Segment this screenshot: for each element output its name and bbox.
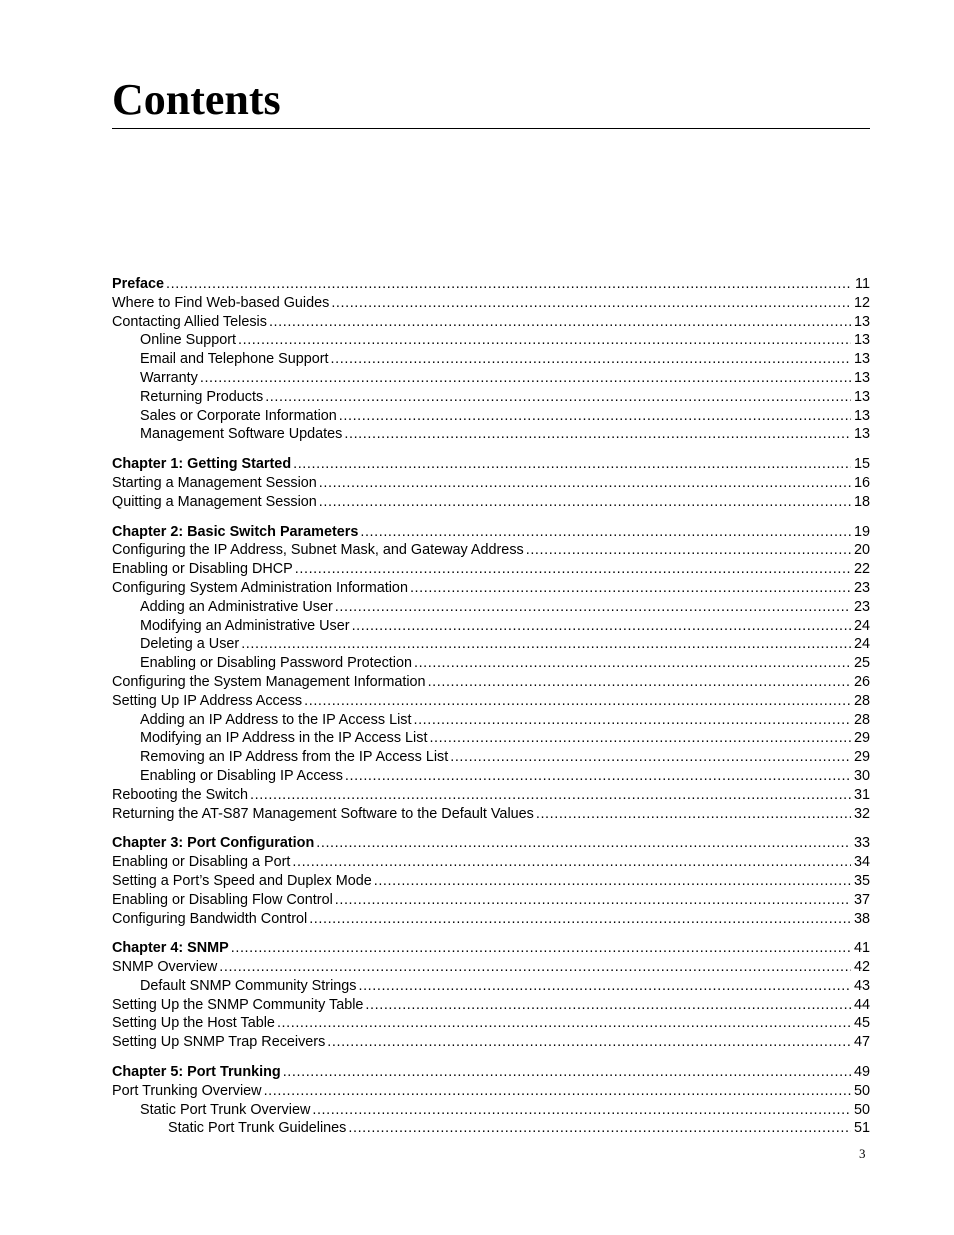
toc-entry-title: Configuring the IP Address, Subnet Mask, and Gateway Address bbox=[112, 542, 524, 559]
toc-entry-title: SNMP Overview bbox=[112, 959, 218, 976]
toc-entry-title: Chapter 4: SNMP bbox=[112, 940, 229, 957]
toc-chapter-entry[interactable] bbox=[112, 455, 870, 474]
toc-entry-page: 11 bbox=[855, 276, 870, 292]
toc-entry-title: Deleting a User bbox=[140, 636, 240, 653]
toc-entry-page: 31 bbox=[853, 786, 870, 803]
toc-dot-leader bbox=[536, 805, 851, 824]
toc-entry[interactable] bbox=[112, 635, 870, 654]
toc-entry-title: Adding an Administrative User bbox=[140, 598, 333, 615]
toc-entry-page: 28 bbox=[853, 711, 870, 728]
toc-entry-page: 15 bbox=[853, 456, 870, 473]
toc-entry-page: 50 bbox=[853, 1101, 870, 1118]
toc-dot-leader bbox=[283, 1063, 851, 1082]
toc-entry[interactable] bbox=[112, 425, 870, 444]
toc-dot-leader bbox=[166, 275, 852, 294]
toc-entry[interactable] bbox=[112, 805, 870, 824]
toc-entry[interactable] bbox=[112, 748, 870, 767]
toc-entry-page: 37 bbox=[853, 891, 870, 908]
toc-entry[interactable] bbox=[112, 1101, 870, 1120]
toc-chapter-entry[interactable] bbox=[112, 834, 870, 853]
toc-entry[interactable] bbox=[112, 1033, 870, 1052]
toc-dot-leader bbox=[265, 388, 851, 407]
toc-entry[interactable] bbox=[112, 872, 870, 891]
toc-entry-page: 29 bbox=[853, 749, 870, 766]
toc-entry[interactable] bbox=[112, 350, 870, 369]
toc-entry-page: 26 bbox=[853, 673, 870, 690]
toc-dot-leader bbox=[331, 350, 851, 369]
toc-entry[interactable] bbox=[112, 786, 870, 805]
toc-chapter-entry[interactable] bbox=[112, 1063, 870, 1082]
toc-entry-page: 20 bbox=[853, 542, 870, 559]
toc-entry-page: 47 bbox=[853, 1034, 870, 1051]
toc-entry-page: 22 bbox=[853, 561, 870, 578]
toc-entry-page: 34 bbox=[853, 854, 870, 871]
toc-dot-leader bbox=[410, 579, 851, 598]
toc-entry-title: Setting Up SNMP Trap Receivers bbox=[112, 1034, 326, 1051]
toc-dot-leader bbox=[269, 313, 851, 332]
toc-dot-leader bbox=[339, 407, 851, 426]
toc-entry-title: Warranty bbox=[140, 369, 198, 386]
toc-entry-page: 49 bbox=[853, 1064, 870, 1081]
page-title: Contents bbox=[112, 75, 281, 124]
toc-entry[interactable] bbox=[112, 1119, 870, 1138]
toc-entry[interactable] bbox=[112, 692, 870, 711]
toc-entry[interactable] bbox=[112, 729, 870, 748]
toc-entry[interactable] bbox=[112, 996, 870, 1015]
toc-dot-leader bbox=[312, 1101, 851, 1120]
toc-entry[interactable] bbox=[112, 853, 870, 872]
toc-dot-leader bbox=[293, 455, 851, 474]
toc-entry-page: 13 bbox=[853, 369, 870, 386]
toc-entry-page: 33 bbox=[853, 835, 870, 852]
toc-entry-title: Enabling or Disabling Flow Control bbox=[112, 891, 333, 908]
toc-entry-page: 24 bbox=[853, 636, 870, 653]
toc-entry-title: Setting Up IP Address Access bbox=[112, 692, 303, 709]
toc-entry-page: 23 bbox=[853, 598, 870, 615]
toc-entry-title: Where to Find Web-based Guides bbox=[112, 294, 330, 311]
toc-entry-page: 29 bbox=[853, 730, 870, 747]
toc-entry-title: Static Port Trunk Overview bbox=[140, 1101, 311, 1118]
toc-entry-page: 45 bbox=[853, 1015, 870, 1032]
toc-dot-leader bbox=[335, 598, 851, 617]
toc-entry[interactable] bbox=[112, 313, 870, 332]
toc-dot-leader bbox=[344, 425, 851, 444]
toc-entry[interactable] bbox=[112, 407, 870, 426]
toc-entry-page: 23 bbox=[853, 579, 870, 596]
toc-entry-page: 13 bbox=[853, 407, 870, 424]
toc-entry-title: Modifying an IP Address in the IP Access List bbox=[140, 730, 428, 747]
toc-dot-leader bbox=[414, 654, 851, 673]
toc-dot-leader bbox=[304, 692, 851, 711]
toc-entry-title: Removing an IP Address from the IP Access List bbox=[140, 749, 449, 766]
toc-entry-title: Configuring System Administration Information bbox=[112, 579, 408, 596]
toc-entry-title: Static Port Trunk Guidelines bbox=[168, 1120, 347, 1137]
toc-entry[interactable] bbox=[112, 294, 870, 313]
toc-entry-page: 12 bbox=[853, 294, 870, 311]
toc-dot-leader bbox=[238, 331, 851, 350]
toc-entry-page: 13 bbox=[853, 426, 870, 443]
toc-entry-page: 41 bbox=[853, 940, 870, 957]
toc-entry-title: Chapter 5: Port Trunking bbox=[112, 1064, 281, 1081]
toc-entry-title: Configuring the System Management Information bbox=[112, 673, 426, 690]
toc-entry-title: Enabling or Disabling Password Protection bbox=[140, 655, 412, 672]
toc-entry-title: Setting Up the Host Table bbox=[112, 1015, 275, 1032]
toc-entry-title: Chapter 1: Getting Started bbox=[112, 456, 292, 473]
toc-entry[interactable] bbox=[112, 891, 870, 910]
toc-entry-page: 38 bbox=[853, 910, 870, 927]
toc-chapter-entry[interactable] bbox=[112, 939, 870, 958]
toc-dot-leader bbox=[335, 891, 851, 910]
toc-entry-title: Rebooting the Switch bbox=[112, 786, 248, 803]
toc-entry-title: Enabling or Disabling DHCP bbox=[112, 561, 293, 578]
toc-dot-leader bbox=[348, 1119, 851, 1138]
toc-entry-title: Setting a Port’s Speed and Duplex Mode bbox=[112, 872, 372, 889]
toc-dot-leader bbox=[413, 711, 851, 730]
toc-entry-page: 13 bbox=[853, 313, 870, 330]
toc-entry-title: Returning Products bbox=[140, 388, 264, 405]
toc-dot-leader bbox=[345, 767, 851, 786]
toc-entry[interactable] bbox=[112, 617, 870, 636]
toc-dot-leader bbox=[331, 294, 851, 313]
toc-entry-page: 32 bbox=[853, 805, 870, 822]
toc-entry-title: Default SNMP Community Strings bbox=[140, 977, 357, 994]
toc-entry[interactable] bbox=[112, 910, 870, 929]
table-of-contents bbox=[112, 275, 870, 1138]
toc-entry-title: Port Trunking Overview bbox=[112, 1082, 262, 1099]
toc-entry-title: Management Software Updates bbox=[140, 426, 343, 443]
toc-dot-leader bbox=[219, 958, 851, 977]
toc-entry-page: 18 bbox=[853, 493, 870, 510]
toc-entry-page: 13 bbox=[853, 351, 870, 368]
toc-entry[interactable] bbox=[112, 1014, 870, 1033]
toc-entry[interactable] bbox=[112, 711, 870, 730]
toc-entry[interactable] bbox=[112, 388, 870, 407]
toc-dot-leader bbox=[319, 493, 851, 512]
toc-entry-title: Chapter 3: Port Configuration bbox=[112, 835, 315, 852]
toc-dot-leader bbox=[327, 1033, 851, 1052]
toc-dot-leader bbox=[429, 729, 851, 748]
toc-dot-leader bbox=[264, 1082, 851, 1101]
toc-entry-title: Email and Telephone Support bbox=[140, 351, 329, 368]
toc-entry-page: 13 bbox=[853, 388, 870, 405]
toc-entry-page: 19 bbox=[853, 523, 870, 540]
toc-entry-title: Adding an IP Address to the IP Access List bbox=[140, 711, 412, 728]
toc-entry[interactable] bbox=[112, 598, 870, 617]
title-rule bbox=[112, 128, 870, 129]
toc-entry-title: Online Support bbox=[140, 332, 236, 349]
toc-dot-leader bbox=[309, 910, 851, 929]
toc-entry[interactable] bbox=[112, 331, 870, 350]
toc-entry-page: 28 bbox=[853, 692, 870, 709]
toc-entry-page: 30 bbox=[853, 767, 870, 784]
toc-entry-page: 13 bbox=[853, 332, 870, 349]
toc-entry-page: 42 bbox=[853, 959, 870, 976]
toc-chapter-entry[interactable] bbox=[112, 275, 870, 294]
toc-entry-page: 16 bbox=[853, 474, 870, 491]
toc-entry[interactable] bbox=[112, 560, 870, 579]
toc-entry-page: 43 bbox=[853, 977, 870, 994]
toc-dot-leader bbox=[292, 853, 851, 872]
toc-entry-title: Sales or Corporate Information bbox=[140, 407, 337, 424]
toc-entry-page: 25 bbox=[853, 655, 870, 672]
toc-entry-page: 50 bbox=[853, 1082, 870, 1099]
toc-entry-title: Enabling or Disabling IP Access bbox=[140, 767, 343, 784]
toc-dot-leader bbox=[295, 560, 851, 579]
toc-dot-leader bbox=[200, 369, 851, 388]
toc-entry-title: Quitting a Management Session bbox=[112, 493, 317, 510]
toc-dot-leader bbox=[526, 541, 851, 560]
toc-entry[interactable] bbox=[112, 673, 870, 692]
toc-dot-leader bbox=[277, 1014, 851, 1033]
toc-entry-title: Contacting Allied Telesis bbox=[112, 313, 267, 330]
toc-dot-leader bbox=[360, 523, 851, 542]
toc-dot-leader bbox=[250, 786, 851, 805]
toc-entry-page: 24 bbox=[853, 617, 870, 634]
toc-entry-title: Enabling or Disabling a Port bbox=[112, 854, 291, 871]
toc-entry[interactable] bbox=[112, 654, 870, 673]
toc-dot-leader bbox=[316, 834, 851, 853]
toc-entry[interactable] bbox=[112, 977, 870, 996]
toc-dot-leader bbox=[358, 977, 851, 996]
toc-dot-leader bbox=[428, 673, 851, 692]
toc-dot-leader bbox=[352, 617, 851, 636]
toc-entry[interactable] bbox=[112, 1082, 870, 1101]
toc-entry-title: Starting a Management Session bbox=[112, 474, 317, 491]
toc-entry[interactable] bbox=[112, 579, 870, 598]
toc-dot-leader bbox=[374, 872, 851, 891]
toc-dot-leader bbox=[365, 996, 851, 1015]
toc-entry-title: Returning the AT-S87 Management Software to the Default Values bbox=[112, 805, 534, 822]
toc-entry-page: 35 bbox=[853, 872, 870, 889]
toc-entry[interactable] bbox=[112, 369, 870, 388]
toc-entry[interactable] bbox=[112, 493, 870, 512]
toc-dot-leader bbox=[450, 748, 851, 767]
toc-entry-title: Chapter 2: Basic Switch Parameters bbox=[112, 523, 359, 540]
toc-entry-page: 51 bbox=[853, 1120, 870, 1137]
toc-entry-title: Modifying an Administrative User bbox=[140, 617, 350, 634]
toc-dot-leader bbox=[241, 635, 851, 654]
toc-entry-title: Configuring Bandwidth Control bbox=[112, 910, 308, 927]
toc-chapter-entry[interactable] bbox=[112, 523, 870, 542]
toc-entry-page: 44 bbox=[853, 996, 870, 1013]
toc-entry[interactable] bbox=[112, 541, 870, 560]
page-number: 3 bbox=[859, 1146, 866, 1161]
toc-entry-title: Preface bbox=[112, 276, 165, 292]
toc-dot-leader bbox=[231, 939, 851, 958]
toc-entry-title: Setting Up the SNMP Community Table bbox=[112, 996, 364, 1013]
toc-dot-leader bbox=[319, 474, 851, 493]
toc-entry[interactable] bbox=[112, 474, 870, 493]
toc-entry[interactable] bbox=[112, 958, 870, 977]
toc-entry[interactable] bbox=[112, 767, 870, 786]
